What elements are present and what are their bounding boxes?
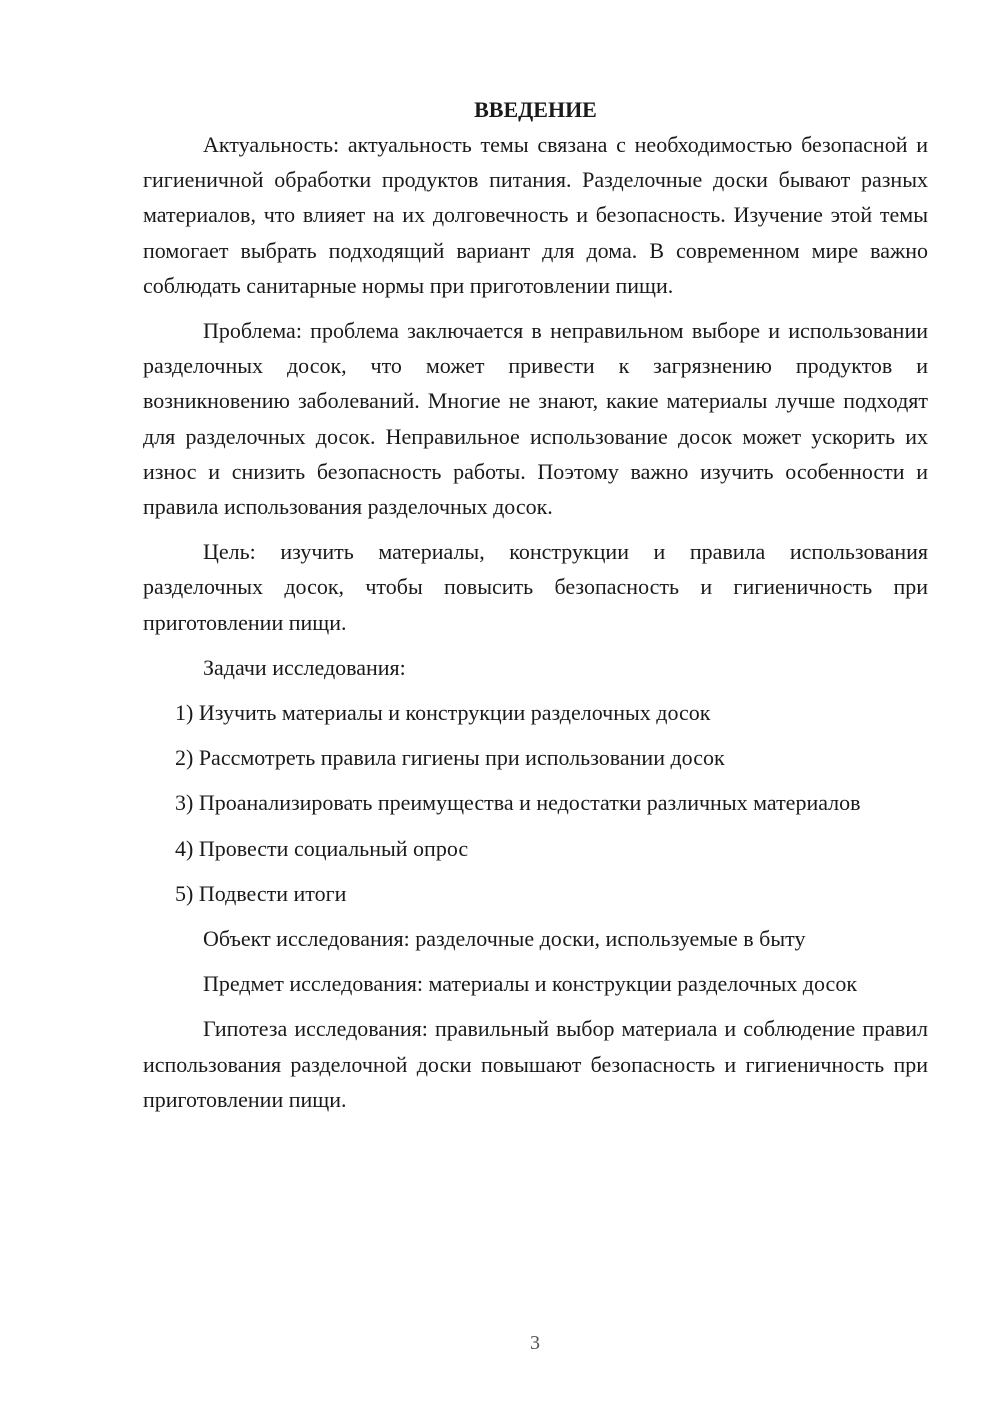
relevance-paragraph: Актуальность: актуальность темы связана с необходимостью безопасной и гигиеничной обработки продуктов питания. Разделочные доски бывают разных материалов, что влияет на их долговечность и безопасность. Изучение этой темы помогает выбрать подходящий вариант для дома. В современном мире важно соблюдать санитарные нормы при приготовлении пищи. bbox=[143, 132, 928, 298]
object-paragraph: Объект исследования: разделочные доски, используемые в быту bbox=[203, 926, 806, 952]
hypothesis-paragraph: Гипотеза исследования: правильный выбор материала и соблюдение правил использования разделочной доски повышают безопасность и гигиеничность при приготовлении пищи. bbox=[143, 1016, 928, 1112]
document-page bbox=[143, 92, 928, 1127]
goal-paragraph: Цель: изучить материалы, конструкции и правила использования разделочных досок, чтобы повысить безопасность и гигиеничность при приготовлении пищи. bbox=[143, 539, 928, 635]
task-item: 5) Подвести итоги bbox=[175, 880, 347, 906]
task-item: 3) Проанализировать преимущества и недостатки различных материалов bbox=[175, 790, 861, 816]
task-item: 2) Рассмотреть правила гигиены при использовании досок bbox=[175, 745, 725, 771]
section-title: ВВЕДЕНИЕ bbox=[474, 97, 597, 122]
tasks-heading: Задачи исследования: bbox=[203, 654, 406, 680]
page-number: 3 bbox=[530, 1332, 540, 1354]
problem-paragraph: Проблема: проблема заключается в неправильном выборе и использовании разделочных досок, что может привести к загрязнению продуктов и возникновению заболеваний. Многие не знают, какие материалы лучше подходят для разделочных досок. Неправильное использование досок может ускорить их износ и снизить безопасность работы. Поэтому важно изучить особенности и правила использования разделочных досок. bbox=[143, 318, 928, 520]
task-item: 1) Изучить материалы и конструкции разделочных досок bbox=[175, 700, 711, 726]
subject-paragraph: Предмет исследования: материалы и конструкции разделочных досок bbox=[203, 971, 858, 997]
task-item: 4) Провести социальный опрос bbox=[175, 835, 469, 861]
